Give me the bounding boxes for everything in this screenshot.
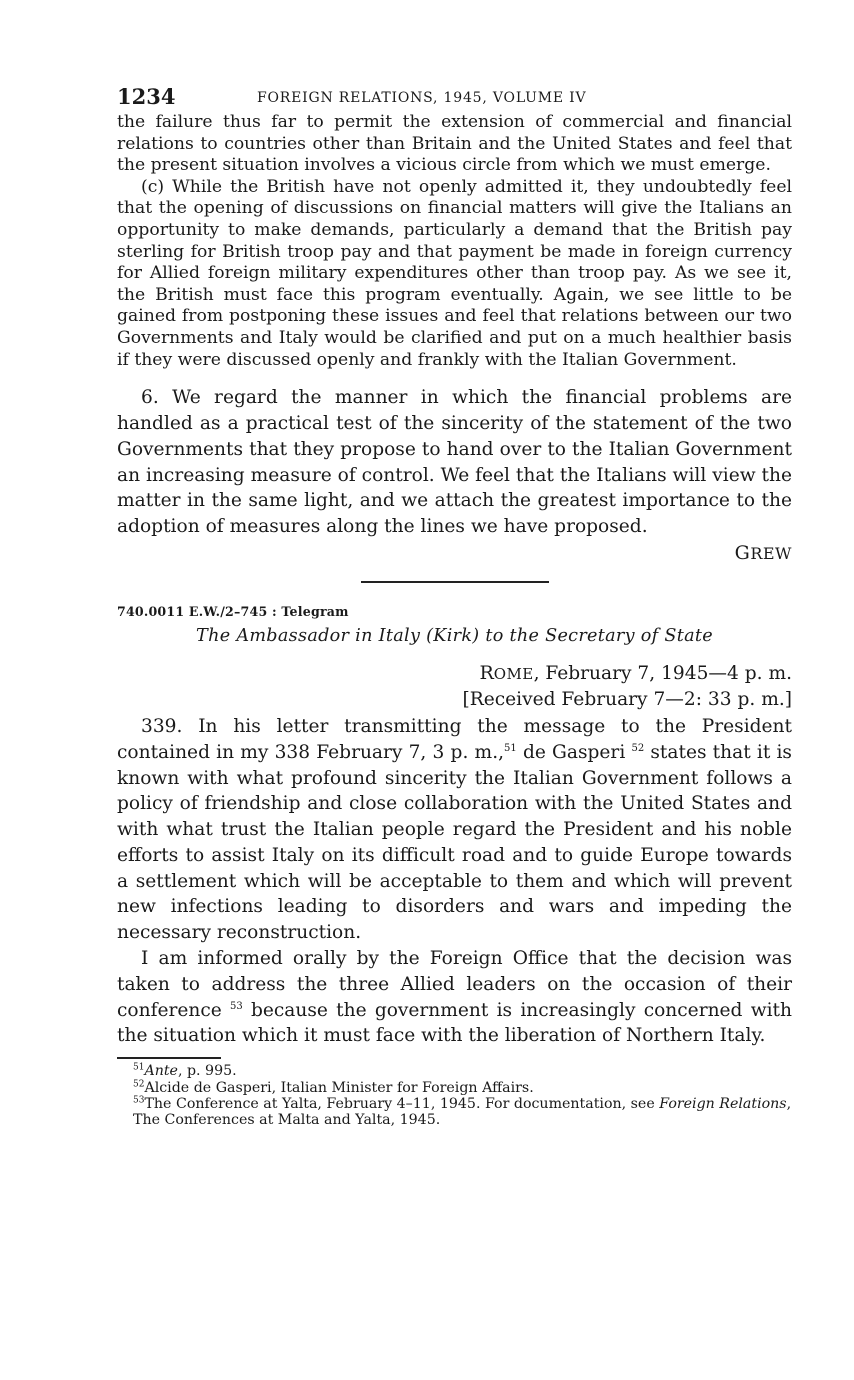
paragraph-informed: I am informed orally by the Foreign Office that the decision was taken to address the three Allied leaders on the occasion of their conference $^{53}$ because the government is increasingly concerned with the situation which it must face with the liberation of Northern Italy. xyxy=(117,948,793,1047)
footnote-53: $^{53}$The Conference at Yalta, February 4–11, 1945. For documentation, see Foreign Relations, The Conferences at Malta and Yalta, 1945. xyxy=(133,1095,792,1129)
date-sent: ROME, February 7, 1945—4 p. m. xyxy=(479,661,792,684)
footnote-52: $^{52}$Alcide de Gasperi, Italian Minister for Foreign Affairs. xyxy=(133,1078,534,1096)
running-title: FOREIGN RELATIONS, 1945, VOLUME IV xyxy=(257,90,587,106)
paragraph-c: (c) While the British have not openly admitted it, they undoubtedly feel that the opening of discussions on financial matters will give the Italians an opportunity to make demands, particularly a demand that the British pay sterling for British troop pay and that payment be made in foreign currency for Allied foreign military expenditures other than troop pay. As we see it, the British must face this program eventually. Again, we see little to be gained from postponing these issues and feel that relations between our two Governments and Italy would be clarified and put on a much healthier basis if they were discussed openly and frankly with the Italian Government. xyxy=(117,176,792,370)
footnote-divider xyxy=(117,1057,221,1059)
footnote-ref-51[interactable]: 51 xyxy=(504,742,517,754)
footnote-ref-52[interactable]: 52 xyxy=(631,742,645,754)
signature: GREW xyxy=(734,541,792,564)
footnote-51: $^{51}$Ante, p. 995. xyxy=(133,1062,237,1080)
paragraph-339: 339. In his letter transmitting the message to the President contained in my 338 February 7, 3 p. m.,$^{51}$ de Gasperi $^{52}$ states that it is known with what profound sincerity the Italian Government follows a policy of friendship and close collaboration with the United States and with what trust the Italian people regard the President and his noble efforts to assist Italy on its difficult road and to guide Europe towards a settlement which will be acceptable to them and which will prevent new infections leading to disorders and wars and impeding the necessary reconstruction. xyxy=(117,715,792,944)
page-header xyxy=(117,82,792,112)
date-received: [Received February 7—2: 33 p. m.] xyxy=(462,688,792,710)
file-number: 740.0011 E.W./2–745 : Telegram xyxy=(117,603,349,619)
paragraph-continued: the failure thus far to permit the extension of commercial and financial relations to countries other than Britain and the United States and feel that the present situation involves a vicious circle from which we must emerge. xyxy=(117,112,792,176)
footnotes xyxy=(117,1063,792,1129)
page-number: 1234 xyxy=(117,84,176,109)
document-title: The Ambassador in Italy (Kirk) to the Secretary of State xyxy=(196,625,713,646)
footnote-ref-53[interactable]: 53 xyxy=(230,1000,243,1012)
section-divider xyxy=(361,581,549,583)
dateline xyxy=(117,660,792,713)
paragraph-6: 6. We regard the manner in which the financial problems are handled as a practical test of the sincerity of the statement of the two Governments that they propose to hand over to the Italian Government an increasing measure of control. We feel that the Italians will view the matter in the same light, and we attach the greatest importance to the adoption of measures along the lines we have proposed. xyxy=(117,387,792,538)
document-page xyxy=(117,82,792,1129)
